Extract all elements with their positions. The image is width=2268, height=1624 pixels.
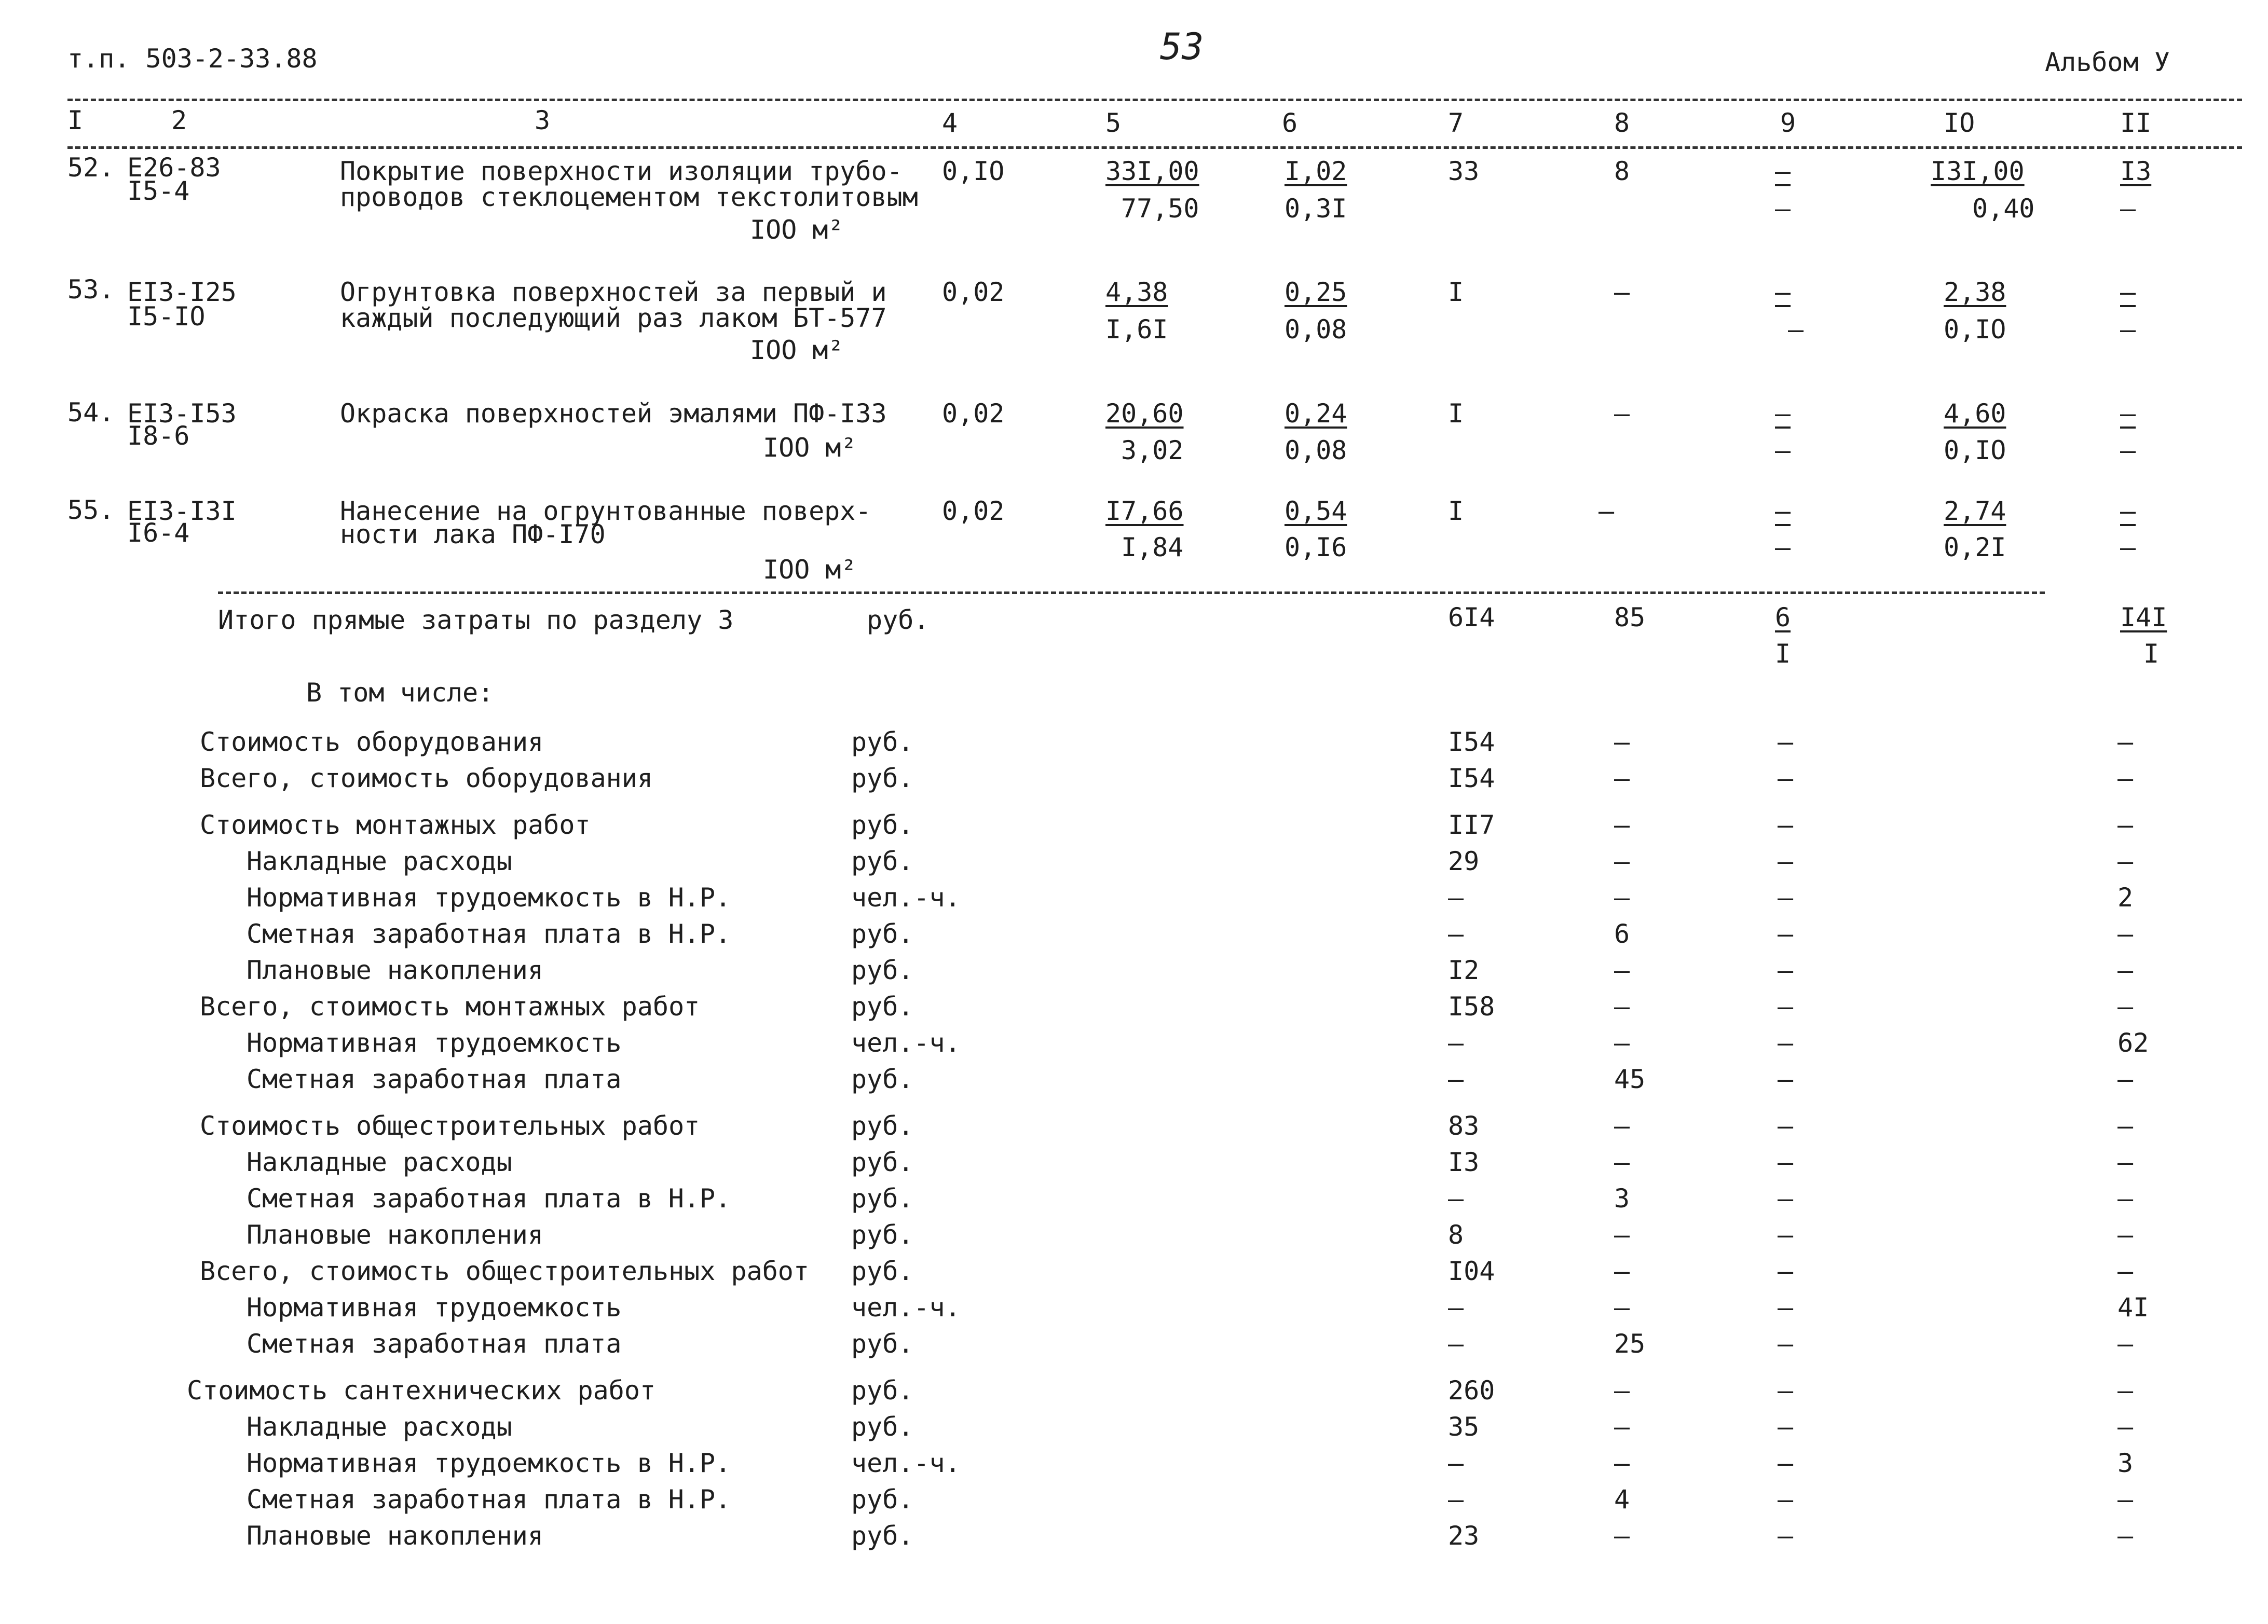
summary-col9: – [1778, 1448, 1794, 1478]
summary-col8: – [1614, 846, 1630, 876]
summary-col9: – [1778, 919, 1794, 949]
summary-col8: – [1614, 1412, 1630, 1442]
summary-unit: чел.-ч. [851, 883, 961, 913]
summary-unit: чел.-ч. [851, 1292, 961, 1323]
summary-col11: – [2117, 846, 2134, 876]
col10-bottom: 0,IO [1944, 435, 2006, 465]
summary-col11: – [2117, 1484, 2134, 1515]
summary-col8: – [1614, 1220, 1630, 1250]
summary-col9: – [1778, 1292, 1794, 1323]
summary-col7: I04 [1448, 1256, 1495, 1286]
item-description-line1: Покрытие поверхности изоляции трубо- [340, 156, 903, 186]
summary-col8: – [1614, 992, 1630, 1022]
summary-col8: – [1614, 955, 1630, 985]
col5-top: I7,66 [1105, 496, 1184, 526]
album-label: Альбом У [2045, 47, 2170, 77]
summary-col9: – [1778, 763, 1794, 793]
summary-col11: – [2117, 1064, 2134, 1094]
header-rule-bottom [67, 146, 2242, 149]
summary-unit: руб. [851, 955, 914, 985]
col9-top: – [1775, 277, 1791, 307]
summary-col11: – [2117, 1183, 2134, 1214]
col-header-3: 3 [535, 105, 551, 135]
col5-bottom: 3,02 [1121, 435, 1184, 465]
summary-col9: – [1778, 1375, 1794, 1406]
summary-label: Накладные расходы [247, 1412, 512, 1442]
summary-col9: – [1778, 1147, 1794, 1177]
total-col9-bottom: I [1775, 639, 1791, 669]
summary-col11: – [2117, 1220, 2134, 1250]
col8-value: – [1614, 398, 1630, 429]
summary-unit: чел.-ч. [851, 1448, 961, 1478]
col10-top: 2,74 [1944, 496, 2006, 526]
summary-unit: руб. [851, 1375, 914, 1406]
total-col11-bottom: I [2143, 639, 2160, 669]
summary-label: Нормативная трудоемкость в Н.Р. [247, 883, 731, 913]
summary-col7: – [1448, 1292, 1464, 1323]
summary-col8: – [1614, 727, 1630, 757]
summary-col11: – [2117, 919, 2134, 949]
col-header-6: 6 [1282, 108, 1298, 138]
summary-label: Стоимость оборудования [200, 727, 544, 757]
summary-label: Всего, стоимость общестроительных работ [200, 1256, 809, 1286]
summary-unit: руб. [851, 727, 914, 757]
col9-top: – [1775, 496, 1791, 526]
item-quantity: 0,02 [942, 398, 1005, 429]
summary-col11: – [2117, 763, 2134, 793]
item-number: 52. [67, 153, 115, 183]
item-unit: IOO м² [763, 555, 857, 585]
col5-bottom: 77,50 [1121, 194, 1199, 224]
summary-col8: – [1614, 1292, 1630, 1323]
summary-col8: 3 [1614, 1183, 1630, 1214]
col-header-5: 5 [1105, 108, 1122, 138]
summary-col11: – [2117, 1256, 2134, 1286]
summary-col9: – [1778, 992, 1794, 1022]
summary-col9: – [1778, 883, 1794, 913]
item-unit: IOO м² [750, 215, 844, 245]
page-number: 53 [1160, 25, 1204, 68]
summary-label: Накладные расходы [247, 1147, 512, 1177]
item-unit: IOO м² [763, 433, 857, 463]
item-description-line2: каждый последующий раз лаком БТ-577 [340, 303, 887, 333]
total-unit: руб. [867, 605, 930, 635]
item-code: ЕI3-I3I [127, 496, 237, 526]
summary-col7: – [1448, 1064, 1464, 1094]
summary-col8: – [1614, 1028, 1630, 1058]
summary-label: Сметная заработная плата в Н.Р. [247, 1183, 731, 1214]
col7-value: I [1448, 277, 1464, 307]
col7-value: I [1448, 398, 1464, 429]
summary-unit: руб. [851, 846, 914, 876]
summary-unit: руб. [851, 1256, 914, 1286]
summary-col7: 29 [1448, 846, 1480, 876]
col11-top: – [2120, 496, 2136, 526]
col-header-11: II [2120, 108, 2152, 138]
col9-top: – [1775, 156, 1791, 186]
col-header-7: 7 [1448, 108, 1464, 138]
item-code-sub: I5-IO [127, 301, 206, 332]
doc-code: т.п. 503-2-33.88 [67, 44, 318, 74]
summary-unit: руб. [851, 1329, 914, 1359]
col-header-10: IO [1944, 108, 1975, 138]
col10-top: 2,38 [1944, 277, 2006, 307]
col6-top: 0,25 [1285, 277, 1347, 307]
col10-top: I3I,00 [1931, 156, 2025, 186]
item-code: ЕI3-I53 [127, 398, 237, 429]
summary-label: Нормативная трудоемкость [247, 1028, 622, 1058]
summary-label: Плановые накопления [247, 1220, 543, 1250]
summary-label: Всего, стоимость оборудования [200, 763, 653, 793]
col8-value: – [1614, 277, 1630, 307]
summary-col8: 25 [1614, 1329, 1646, 1359]
summary-unit: руб. [851, 1183, 914, 1214]
summary-label: Стоимость монтажных работ [200, 810, 591, 840]
col9-bottom: – [1775, 194, 1791, 224]
item-quantity: 0,IO [942, 156, 1005, 186]
col7-value: 33 [1448, 156, 1480, 186]
summary-col9: – [1778, 1028, 1794, 1058]
summary-col8: – [1614, 1448, 1630, 1478]
col-header-4: 4 [942, 108, 958, 138]
col10-bottom: 0,IO [1944, 314, 2006, 345]
summary-col7: 8 [1448, 1220, 1464, 1250]
summary-col7: 83 [1448, 1111, 1480, 1141]
col5-top: 20,60 [1105, 398, 1184, 429]
summary-col9: – [1778, 955, 1794, 985]
summary-unit: руб. [851, 1220, 914, 1250]
header-rule-top [67, 99, 2242, 101]
summary-label: Сметная заработная плата [247, 1329, 622, 1359]
item-quantity: 0,02 [942, 277, 1005, 307]
col5-top: 4,38 [1105, 277, 1168, 307]
item-description-line1: Окраска поверхностей эмалями ПФ-I33 [340, 398, 887, 429]
col-header-2: 2 [171, 105, 187, 135]
col10-bottom: 0,40 [1972, 194, 2035, 224]
summary-col8: – [1614, 883, 1630, 913]
summary-col9: – [1778, 1256, 1794, 1286]
item-description-line2: ности лака ПФ-I70 [340, 519, 606, 549]
summary-col9: – [1778, 1064, 1794, 1094]
summary-label: Плановые накопления [247, 1521, 543, 1551]
summary-col9: – [1778, 1183, 1794, 1214]
summary-col11: – [2117, 1375, 2134, 1406]
summary-col9: – [1778, 1111, 1794, 1141]
col9-bottom: – [1775, 532, 1791, 562]
summary-col11: 2 [2117, 883, 2134, 913]
summary-label: Накладные расходы [247, 846, 512, 876]
summary-col11: – [2117, 810, 2134, 840]
item-code: Е26-83 [127, 153, 221, 183]
summary-unit: руб. [851, 810, 914, 840]
summary-col8: 45 [1614, 1064, 1646, 1094]
col8-value: 8 [1614, 156, 1630, 186]
summary-col8: – [1614, 1521, 1630, 1551]
summary-col11: – [2117, 1521, 2134, 1551]
summary-col7: – [1448, 1183, 1464, 1214]
summary-unit: руб. [851, 992, 914, 1022]
col6-bottom: 0,08 [1285, 435, 1347, 465]
col9-bottom: – [1788, 314, 1804, 345]
total-col7: 6I4 [1448, 602, 1495, 632]
summary-unit: руб. [851, 919, 914, 949]
summary-col7: 260 [1448, 1375, 1495, 1406]
summary-col7: – [1448, 883, 1464, 913]
col6-bottom: 0,I6 [1285, 532, 1347, 562]
col6-top: I,02 [1285, 156, 1347, 186]
summary-label: Нормативная трудоемкость [247, 1292, 622, 1323]
summary-col7: I2 [1448, 955, 1480, 985]
summary-unit: руб. [851, 1521, 914, 1551]
item-code-sub: I5-4 [127, 176, 190, 206]
col11-bottom: – [2120, 314, 2136, 345]
summary-col9: – [1778, 810, 1794, 840]
summary-unit: руб. [851, 1111, 914, 1141]
summary-unit: руб. [851, 1064, 914, 1094]
item-description-line1: Нанесение на огрунтованные поверх- [340, 496, 871, 526]
col7-value: I [1448, 496, 1464, 526]
summary-unit: руб. [851, 1412, 914, 1442]
summary-col7: I54 [1448, 727, 1495, 757]
summary-col9: – [1778, 846, 1794, 876]
col5-bottom: I,6I [1105, 314, 1168, 345]
summary-label: Сметная заработная плата в Н.Р. [247, 1484, 731, 1515]
summary-col7: – [1448, 919, 1464, 949]
summary-col7: I54 [1448, 763, 1495, 793]
summary-label: Нормативная трудоемкость в Н.Р. [247, 1448, 731, 1478]
including-heading: В том числе: [306, 678, 494, 708]
summary-col11: – [2117, 1147, 2134, 1177]
summary-col9: – [1778, 1220, 1794, 1250]
col5-top: 33I,00 [1105, 156, 1199, 186]
summary-col7: – [1448, 1448, 1464, 1478]
col11-top: I3 [2120, 156, 2152, 186]
summary-col8: – [1614, 1375, 1630, 1406]
item-description-line2: проводов стеклоцементом текстолитовым [340, 182, 918, 212]
summary-col11: 4I [2117, 1292, 2149, 1323]
col6-top: 0,24 [1285, 398, 1347, 429]
total-rule [218, 591, 2045, 594]
summary-col11: – [2117, 1412, 2134, 1442]
item-number: 55. [67, 495, 115, 525]
total-col8: 85 [1614, 602, 1646, 632]
col10-bottom: 0,2I [1944, 532, 2006, 562]
summary-col8: – [1614, 1111, 1630, 1141]
col11-top: – [2120, 398, 2136, 429]
summary-label: Всего, стоимость монтажных работ [200, 992, 700, 1022]
col10-top: 4,60 [1944, 398, 2006, 429]
summary-label: Стоимость сантехнических работ [187, 1375, 656, 1406]
summary-col8: – [1614, 1256, 1630, 1286]
col9-top: – [1775, 398, 1791, 429]
summary-col11: – [2117, 992, 2134, 1022]
col6-top: 0,54 [1285, 496, 1347, 526]
col5-bottom: I,84 [1121, 532, 1184, 562]
col-header-8: 8 [1614, 108, 1630, 138]
item-unit: IOO м² [750, 335, 844, 365]
item-description-line1: Огрунтовка поверхностей за первый и [340, 277, 887, 307]
col11-bottom: – [2120, 435, 2136, 465]
col8-value: – [1598, 496, 1615, 526]
col6-bottom: 0,08 [1285, 314, 1347, 345]
summary-unit: руб. [851, 763, 914, 793]
summary-col7: – [1448, 1484, 1464, 1515]
summary-col8: – [1614, 810, 1630, 840]
item-number: 54. [67, 397, 115, 428]
summary-col9: – [1778, 1329, 1794, 1359]
summary-col9: – [1778, 1412, 1794, 1442]
summary-col8: 6 [1614, 919, 1630, 949]
summary-col7: – [1448, 1028, 1464, 1058]
summary-label: Стоимость общестроительных работ [200, 1111, 700, 1141]
summary-label: Сметная заработная плата в Н.Р. [247, 919, 731, 949]
total-label: Итого прямые затраты по разделу 3 [218, 605, 734, 635]
col11-bottom: – [2120, 194, 2136, 224]
summary-col8: – [1614, 763, 1630, 793]
item-quantity: 0,02 [942, 496, 1005, 526]
item-code-sub: I8-6 [127, 421, 190, 451]
col-header-9: 9 [1780, 108, 1796, 138]
summary-col7: 23 [1448, 1521, 1480, 1551]
summary-col9: – [1778, 727, 1794, 757]
summary-unit: чел.-ч. [851, 1028, 961, 1058]
summary-col11: – [2117, 727, 2134, 757]
summary-label: Сметная заработная плата [247, 1064, 622, 1094]
summary-col11: 62 [2117, 1028, 2149, 1058]
summary-unit: руб. [851, 1484, 914, 1515]
col11-bottom: – [2120, 532, 2136, 562]
summary-col9: – [1778, 1521, 1794, 1551]
summary-col11: – [2117, 1111, 2134, 1141]
summary-col11: – [2117, 1329, 2134, 1359]
col9-bottom: – [1775, 435, 1791, 465]
col6-bottom: 0,3I [1285, 194, 1347, 224]
summary-col7: I3 [1448, 1147, 1480, 1177]
item-code: ЕI3-I25 [127, 277, 237, 307]
summary-col8: – [1614, 1147, 1630, 1177]
summary-label: Плановые накопления [247, 955, 543, 985]
col11-top: – [2120, 277, 2136, 307]
col-header-1: I [67, 105, 84, 135]
summary-unit: руб. [851, 1147, 914, 1177]
summary-col11: – [2117, 955, 2134, 985]
summary-col7: I58 [1448, 992, 1495, 1022]
item-number: 53. [67, 274, 115, 305]
summary-col8: 4 [1614, 1484, 1630, 1515]
total-col11-top: I4I [2120, 602, 2167, 632]
total-col9-top: 6 [1775, 602, 1791, 632]
summary-col11: 3 [2117, 1448, 2134, 1478]
summary-col9: – [1778, 1484, 1794, 1515]
summary-col7: II7 [1448, 810, 1495, 840]
summary-col7: – [1448, 1329, 1464, 1359]
summary-col7: 35 [1448, 1412, 1480, 1442]
item-code-sub: I6-4 [127, 518, 190, 548]
